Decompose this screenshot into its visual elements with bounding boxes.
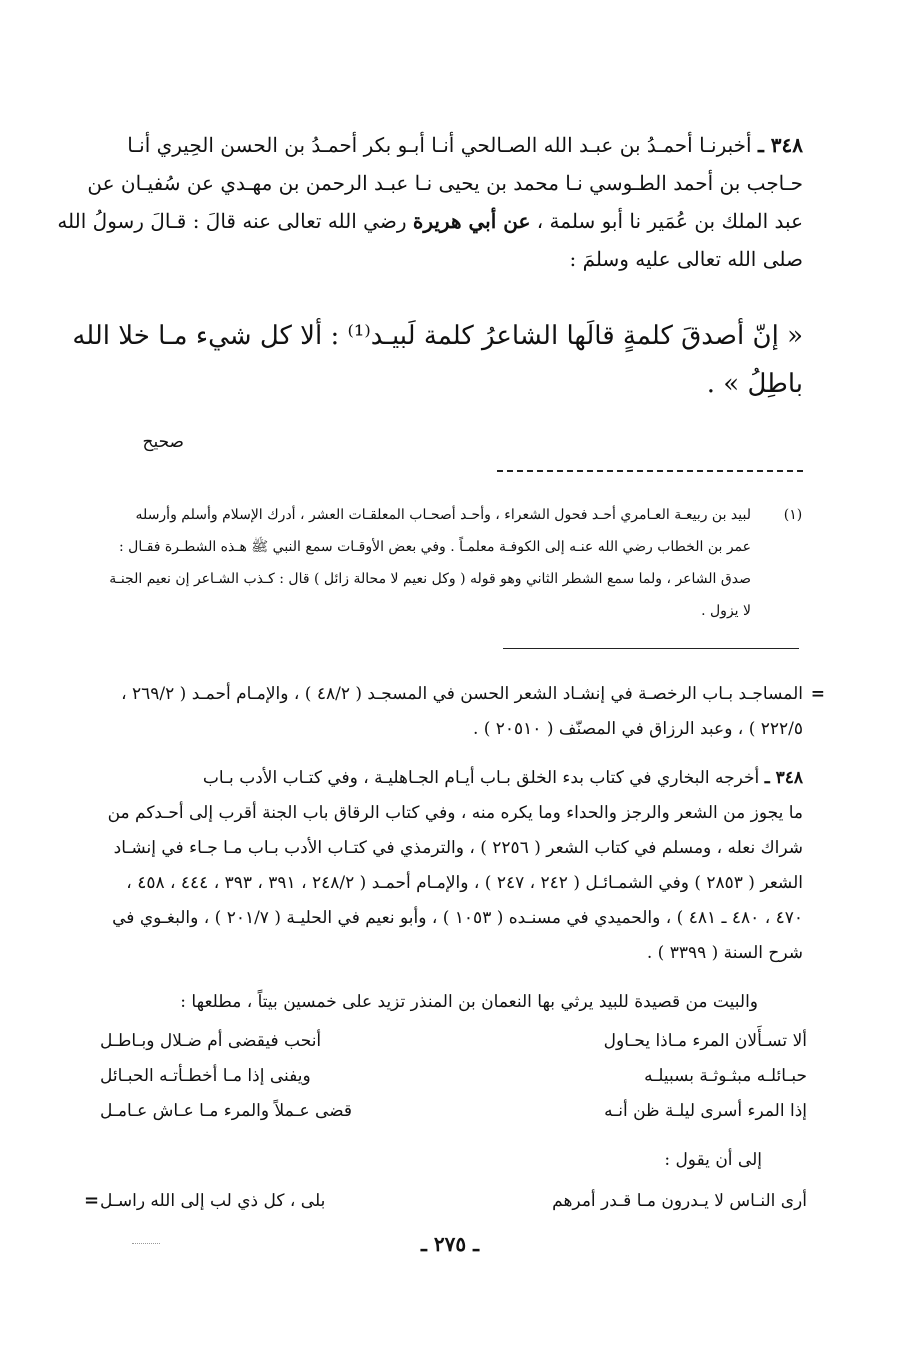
poem-verse-last: [100, 1184, 807, 1219]
tahqiq-number: ٣٤٨ ـ: [764, 768, 803, 788]
verse-first-half: إذا المرء أسرى ليلـة ظن أنـه: [604, 1101, 807, 1121]
hadith-text: [57, 126, 803, 278]
poem: [100, 1024, 807, 1219]
verse-second-half: بلى ، كل ذي لب إلى الله راسـل: [100, 1191, 326, 1211]
footnote-line-2: عمر بن الخطاب رضي الله عنـه إلى الكوفـة معلمـاً . وفي بعض الأوقـات سمع النبي ﷺ هـذه الشطـرة فقـال :: [119, 539, 751, 555]
verse-second-half: أنحب فيقضى أم ضـلال وبـاطـل: [100, 1031, 322, 1051]
hadith-grade: صحيح: [142, 432, 184, 452]
continuation-mark: =: [810, 684, 825, 704]
page-number: ـ ٢٧٥ ـ: [421, 1232, 479, 1256]
hadith-quote: [72, 312, 803, 408]
hadith-line-2: حـاجب بن أحمد الطـوسي نـا محمد بن يحيى نـا عبـد الرحمن بن مهـدي عن سُفيـان عن: [87, 171, 803, 195]
quote-line-1: « إنّ أصدقَ كلمةٍ قالَها الشاعرُ كلمة لَبيـد⁽¹⁾ : ألا كل شيء مـا خلا الله: [72, 321, 803, 351]
footnote-line-3: صدق الشاعر ، ولما سمع الشطر الثاني وهو قوله ( وكل نعيم لا محالة زائل ) قال : كـذب الشـاعر إن نعيم الجنـة: [109, 571, 751, 587]
footnote-marker: (١): [783, 507, 803, 523]
tahqiq-notes: [98, 677, 825, 1034]
hadith-line-1: ٣٤٨ ـ أخبرنـا أحمـدُ بن عبـد الله الصـالحي أنـا أبـو بكر أحمـدُ بن الحسن الحِيري أنـا: [127, 133, 803, 157]
poem-continuation-mark: =: [84, 1190, 100, 1211]
verse-first-half: ألا تسـأَلان المرء مـاذا يحـاول: [603, 1031, 807, 1051]
poem-verse: [100, 1094, 807, 1129]
tahqiq-separator: [503, 648, 799, 649]
tahqiq-main: ٣٤٨ ـ أخرجه البخاري في كتاب بدء الخلق بـاب أيـام الجـاهليـة ، وفي كتـاب الأدب بـاب ما يجوز من الشعر والرجز والحداء وما يكره منه ، وفي كتاب الرقاق باب الجنة أقرب إلى أحـدكم من شراك نعله ، ومسلم في كتاب الشعر ( ٢٢٥٦ ) ، والترمذي في كتـاب الأدب بـاب مـا جـاء في إنشـاد الشعر ( ٢٨٥٣ ) وفي الشمـائـل ( ٢٤٢ ، ٢٤٧ ) ، والإمـام أحمـد ( ٢٤٨/٢ ، ٣٩١ ، ٣٩٣ ، ٤٤٤ ، ٤٥٨ ، ٤٧٠ ، ٤٨٠ ـ ٤٨١ ) ، والحميدي في مسنـده ( ١٠٥٣ ) ، وأبو نعيم في الحليـة ( ٢٠١/٧ ) ، والبغـوي في شرح السنة ( ٣٣٩٩ ) .: [107, 768, 803, 963]
poem-verse: [100, 1059, 807, 1094]
poem-verse: [100, 1024, 807, 1059]
hadith-number: ٣٤٨ ـ: [757, 133, 803, 157]
footnote: [100, 499, 803, 627]
narrator-name: عن أبي هريرة: [412, 209, 531, 233]
verse-first-half: أرى النـاس لا يـدرون مـا قـدر أمرهم: [552, 1191, 807, 1211]
hadith-line-4: صلى الله تعالى عليه وسلمَ :: [569, 247, 803, 271]
verse-first-half: حبـائلـه مبثـوثـة بسبيلـه: [644, 1066, 807, 1086]
tahqiq-continuation: المساجـد بـاب الرخصـة في إنشـاد الشعر الحسن في المسجـد ( ٤٨/٢ ) ، والإمـام أحمـد ( ٢٦٩/٢ ، ٢٢٢/٥ ) ، وعبد الرزاق في المصنّف ( ٢٠٥١٠ ) .: [121, 684, 803, 739]
footnote-separator: [497, 470, 803, 472]
footnote-line-4: لا يزول .: [701, 603, 751, 619]
poem-intro: والبيت من قصيدة للبيد يرثي بها النعمان بن المنذر تزيد على خمسين بيتاً ، مطلعها :: [180, 992, 758, 1012]
verse-second-half: قضى عـملاً والمرء مـا عـاش عـامـل: [100, 1101, 353, 1121]
scan-speck: [132, 1243, 160, 1244]
verse-second-half: ويفنى إذا مـا أخطـأتـه الحبـائل: [100, 1066, 311, 1086]
poem-ila: إلى أن يقول :: [664, 1150, 762, 1170]
hadith-line-3: عبد الملك بن عُمَير نا أبو سلمة ، عن أبي هريرة رضي الله تعالى عنه قالَ : قـالَ رسولُ الله: [57, 209, 803, 233]
footnote-line-1: لبيد بن ربيعـة العـامري أحـد فحول الشعراء ، وأحـد أصحـاب المعلقـات العشر ، أدرك الإسلام وأسلم وأرسله: [135, 507, 751, 523]
quote-line-2: باطِلُ » .: [706, 369, 803, 399]
